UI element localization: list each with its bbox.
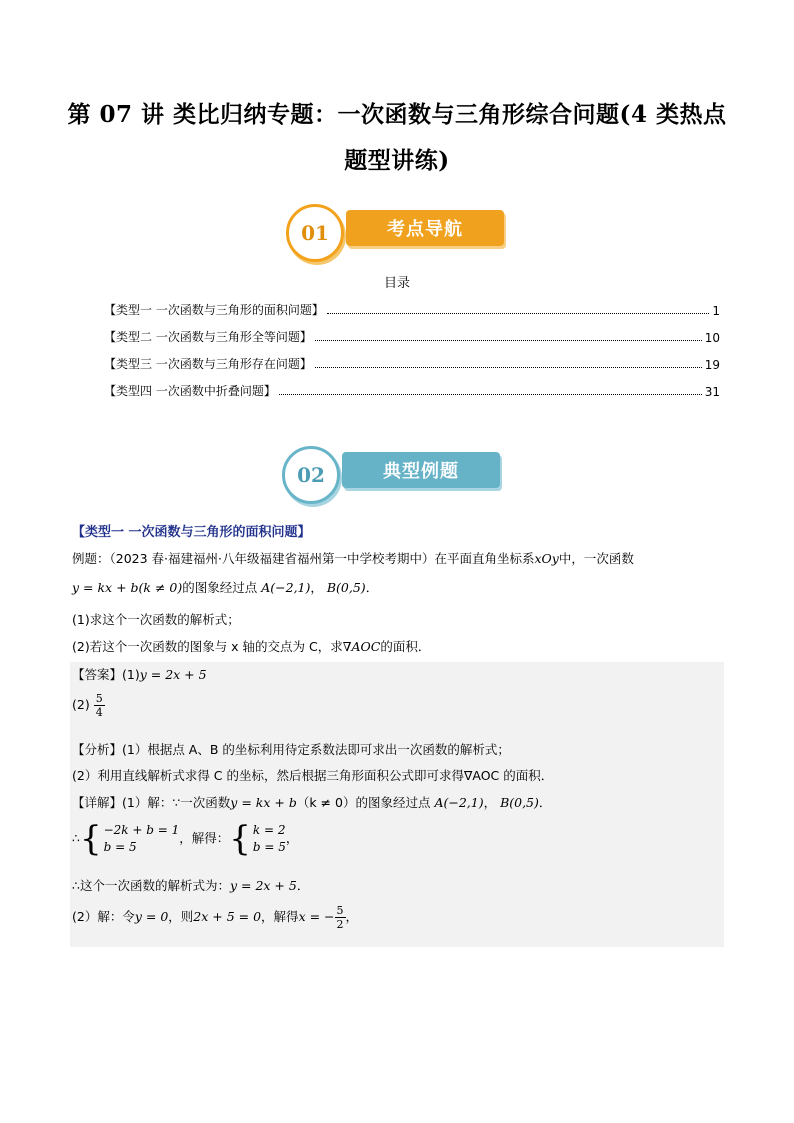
solve-label: ，解得： — [179, 830, 230, 846]
equation-system-2 — [229, 819, 286, 859]
answer-1: y = 2x + 5 — [139, 667, 207, 682]
part-2-then: ，则 — [168, 909, 194, 924]
badge-label: 考点导航 — [346, 210, 504, 246]
section-badge-guide — [286, 204, 516, 252]
question-1: (1)求这个一次函数的解析式； — [72, 612, 240, 627]
question-2-text: (2)若这个一次函数的图象与 x 轴的交点为 C，求 — [72, 639, 343, 654]
toc-leader — [327, 313, 710, 314]
point-b: B(0,5) — [326, 580, 366, 595]
equation-system-1 — [79, 819, 180, 859]
system-row: k = 2 — [252, 823, 286, 837]
toc-item-label: 【类型四 一次函数中折叠问题】 — [104, 384, 276, 398]
detail-condition: （k ≠ 0）的图象经过点 — [296, 795, 431, 810]
coordinate-system: xOy — [534, 551, 559, 566]
toc-item-page: 10 — [704, 331, 720, 345]
brace-icon: { — [79, 819, 102, 859]
example-function-line: y = kx + b(k ≠ 0)的图象经过点 A(−2,1)， B(0,5)． — [72, 580, 379, 595]
fraction-denominator: 4 — [95, 706, 103, 719]
title-line-2: 题型讲练) — [344, 147, 450, 174]
section-badge-examples — [282, 446, 512, 494]
part-2-x: x = − — [298, 909, 335, 924]
fraction-numerator: 5 — [95, 692, 103, 705]
part-2-prefix: (2）解：令 — [72, 909, 135, 924]
fraction-denominator: 2 — [336, 918, 344, 931]
brace-icon: { — [229, 819, 251, 859]
toc-item-page: 19 — [704, 358, 720, 372]
title-line-1: 第 07 讲 类比归纳专题：一次函数与三角形综合问题(4 类热点 — [67, 101, 727, 128]
part-2-fraction — [335, 904, 346, 931]
toc-leader — [315, 367, 702, 368]
detail-expression: y = kx + b — [230, 795, 297, 810]
answer-line-2 — [72, 692, 105, 719]
function-text: 的图象经过点 — [182, 580, 258, 595]
section-heading: 【类型一 一次函数与三角形的面积问题】 — [72, 525, 311, 540]
detail-prefix: 【详解】(1）解：∵一次函数 — [72, 795, 231, 810]
equation-systems: ∴ { −2k + b = 1 b = 5 ，解得： { k = 2 b = 5 ， — [72, 819, 299, 859]
part-2-line: (2）解：令y = 0，则2x + 5 = 0，解得x = − $\frac{5}{2}$ ， — [72, 904, 359, 931]
badge-number: 02 — [282, 446, 340, 504]
document-title — [60, 92, 734, 184]
badge-number: 01 — [286, 204, 344, 262]
part-2-solve: ，解得 — [261, 909, 299, 924]
toc-leader — [315, 340, 702, 341]
question-2 — [72, 637, 430, 655]
analysis-line-2: (2）利用直线解析式求得 C 的坐标，然后根据三角形面积公式即可求得∇AOC 的面积． — [72, 768, 554, 783]
part-2-equation: 2x + 5 = 0 — [193, 909, 262, 924]
question-2-end: 的面积． — [380, 639, 431, 654]
toc-leader — [279, 394, 702, 395]
detail-line-1: 【详解】(1）解：∵一次函数y = kx + b（k ≠ 0）的图象经过点 A(−2,1)， B(0,5)． — [72, 795, 552, 810]
example-suffix: 中，一次函数 — [558, 551, 634, 566]
conclusion-line: ∴这个一次函数的解析式为：y = 2x + 5． — [72, 878, 310, 893]
point-a: A(−2,1) — [434, 795, 484, 810]
toc-item[interactable] — [104, 325, 720, 345]
fraction-numerator: 5 — [336, 904, 344, 917]
toc-item[interactable] — [104, 298, 720, 318]
answer-2-label: (2) — [72, 697, 90, 712]
toc-item[interactable] — [104, 379, 720, 399]
triangle-aoc: ∇AOC — [342, 639, 381, 654]
part-2-y: y = 0 — [134, 909, 169, 924]
toc-item-page: 1 — [712, 304, 720, 318]
toc-item[interactable] — [104, 352, 720, 372]
badge-label: 典型例题 — [342, 452, 500, 488]
answer-2-fraction — [94, 692, 105, 719]
system-row: b = 5 — [252, 840, 286, 854]
toc-item-label: 【类型二 一次函数与三角形全等问题】 — [104, 330, 312, 344]
toc-item-label: 【类型三 一次函数与三角形存在问题】 — [104, 357, 312, 371]
point-a: A(−2,1) — [261, 580, 311, 595]
conclusion-expression: y = 2x + 5 — [229, 878, 297, 893]
toc-item-label: 【类型一 一次函数与三角形的面积问题】 — [104, 303, 324, 317]
example-prefix: 例题：（2023 春·福建福州·八年级福建省福州第一中学校考期中）在平面直角坐标系 — [72, 551, 535, 566]
conclusion-text: ∴这个一次函数的解析式为： — [72, 878, 230, 893]
answer-line-1 — [72, 665, 207, 683]
toc-title: 目录 — [383, 276, 410, 291]
example-statement — [72, 549, 634, 567]
toc-item-page: 31 — [704, 385, 720, 399]
point-b: B(0,5) — [500, 795, 539, 810]
analysis-line-1: 【分析】(1）根据点 A、B 的坐标利用待定系数法即可求出一次函数的解析式； — [72, 742, 510, 757]
function-expression: y = kx + b(k ≠ 0) — [72, 580, 183, 595]
answer-label: 【答案】(1) — [72, 667, 140, 682]
system-row: b = 5 — [103, 840, 137, 854]
system-row: −2k + b = 1 — [103, 823, 180, 837]
